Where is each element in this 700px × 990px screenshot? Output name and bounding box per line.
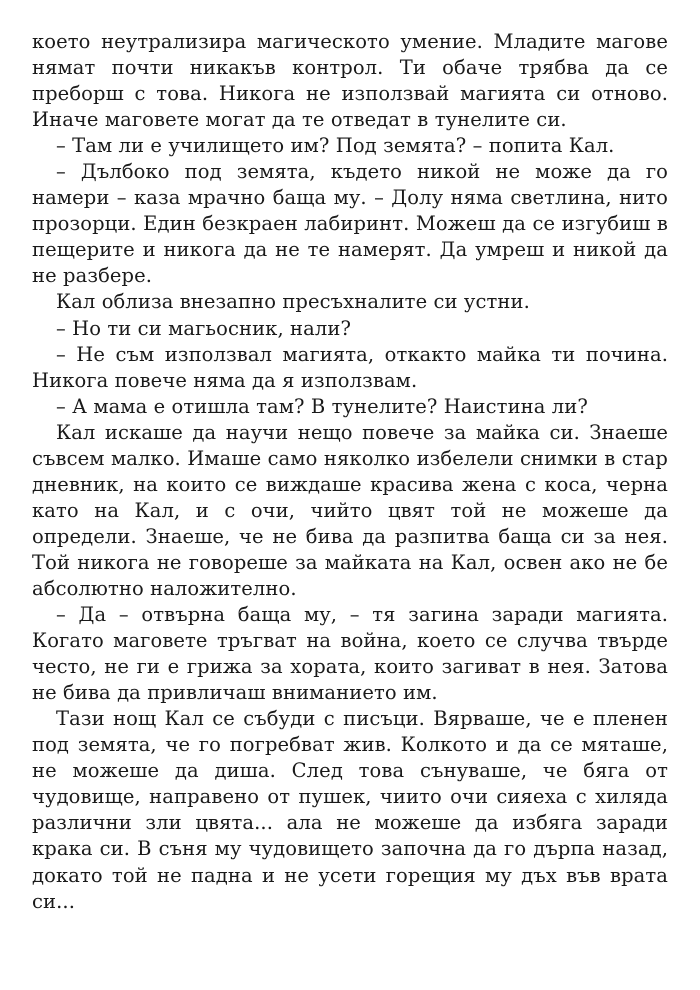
- paragraph: – А мама е отишла там? В тунелите? Наистина ли?: [56, 394, 588, 418]
- document-page: [32, 29, 668, 915]
- paragraph: – Дълбоко под земята, където никой не може да го намери – каза мрачно баща му. – Долу няма светлина, нито прозорци. Един безкраен лабиринт. Можеш да се изгубиш в пещерите и никога да не те намерят. Да умреш и никой да не разбере.: [32, 160, 668, 288]
- paragraph: Кал облиза внезапно пресъхналите си устни.: [56, 290, 530, 314]
- paragraph: Тази нощ Кал се събуди с писъци. Вярваше, че е пленен под земята, че го погребват жив. Колкото и да се мяташе, не можеше да диша. След това сънуваше, че бяга от чудовище, направено от пушек, чиито очи сияеха с хиляда различни зли цвята... ала не можеше да избяга заради крака си. В съня му чудовището започна да го дърпа назад, докато той не падна и не усети горещия му дъх във врата си...: [32, 707, 668, 913]
- paragraph: което неутрализира магическото умение. Младите магове нямат почти никакъв контрол. Ти обаче трябва да се преборш с това. Никога не използвай магията си отново. Иначе маговете могат да те отведат в тунелите си.: [32, 30, 668, 132]
- paragraph: Кал искаше да научи нещо повече за майка си. Знаеше съвсем малко. Имаше само няколко избелели снимки в стар дневник, на които се виждаше красива жена с коса, черна като на Кал, и с очи, чийто цвят той не можеше да определи. Знаеше, че не бива да разпитва баща си за нея. Той никога не говореше за майката на Кал, освен ако не бе абсолютно наложително.: [32, 420, 668, 600]
- paragraph: – Там ли е училището им? Под земята? – попита Кал.: [56, 134, 615, 158]
- paragraph: – Но ти си магьосник, нали?: [56, 316, 352, 340]
- paragraph: – Не съм използвал магията, откакто майка ти почина. Никога повече няма да я използвам.: [32, 342, 668, 392]
- paragraph: – Да – отвърна баща му, – тя загина заради магията. Когато маговете тръгват на война, което се случва твърде често, не ги е грижа за хората, които загиват в нея. Затова не бива да привличаш вниманието им.: [32, 603, 668, 705]
